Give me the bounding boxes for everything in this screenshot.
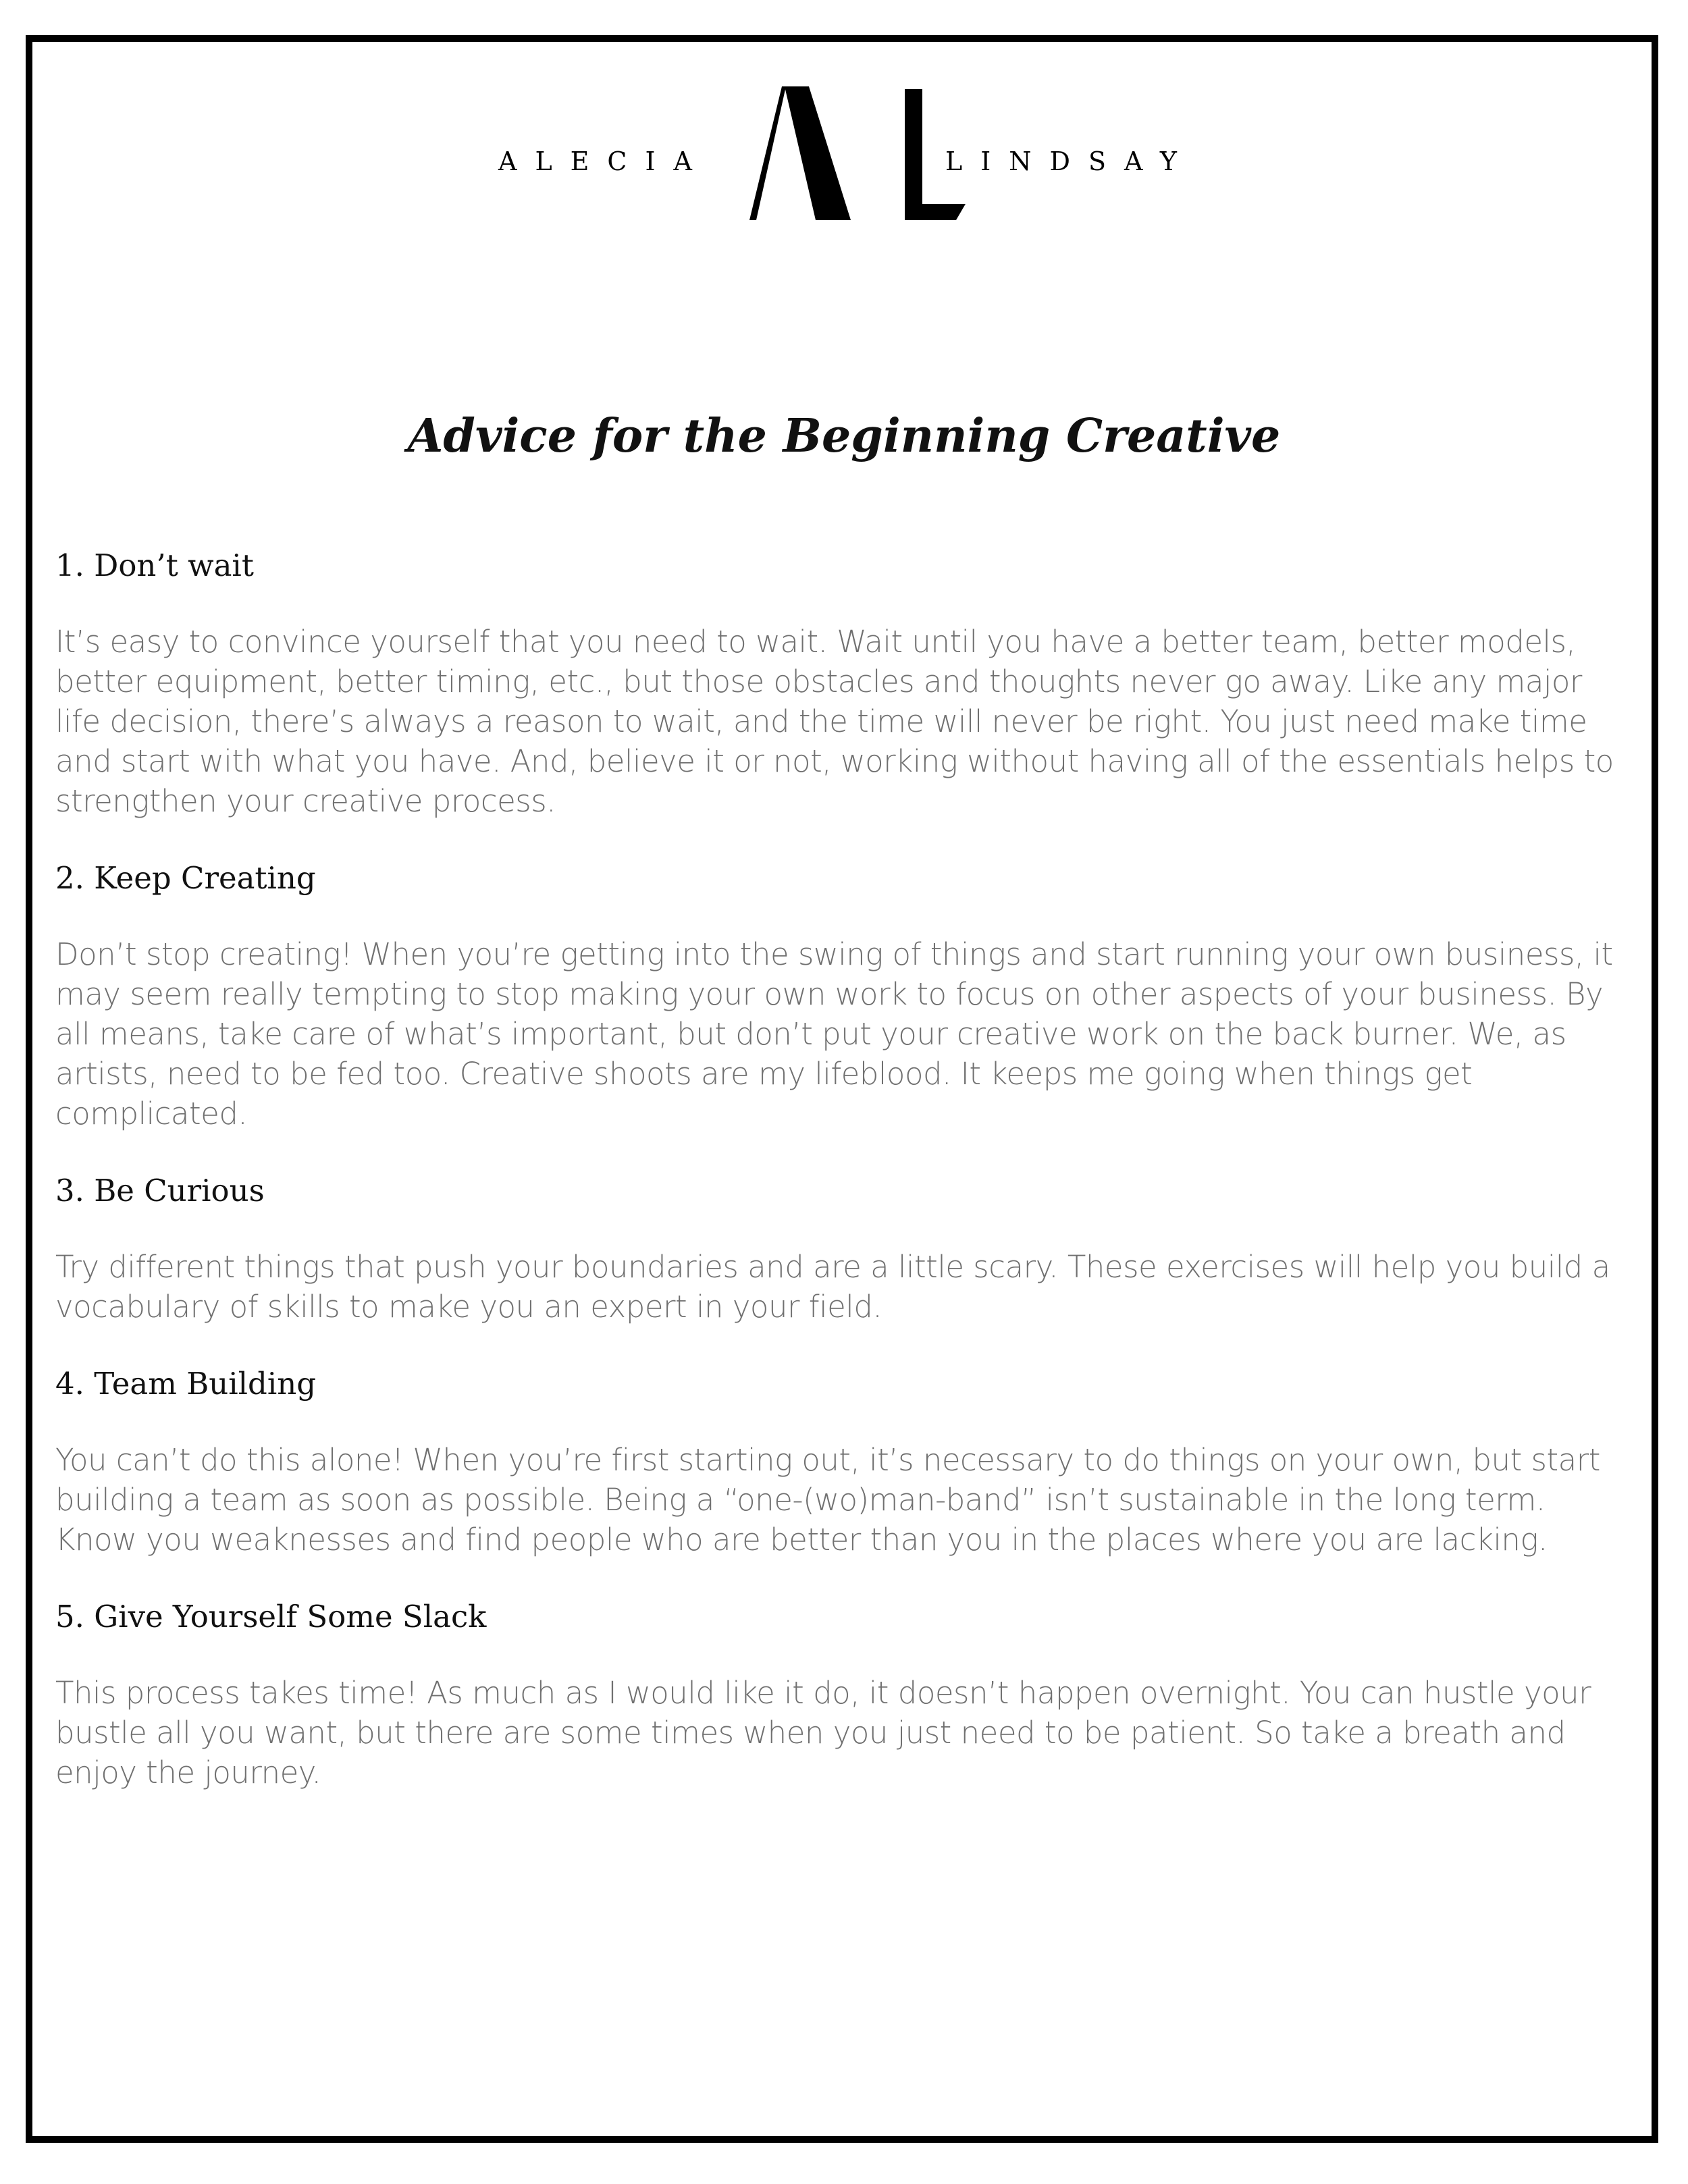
advice-section: [55, 1364, 1635, 1560]
section-body: This process takes time! As much as I would like it do, it doesn’t happen overnight. You can hustle your bustle all you want, but there are some times when you just need to be patient. So take a breath and enjoy the journey.: [55, 1675, 1591, 1790]
section-body: Don’t stop creating! When you’re getting into the swing of things and start running your own business, it may seem really tempting to stop making your own work to focus on other aspects of your business. By all means, take care of what’s important, but don’t put your creative work on the back burner. We, as artists, need to be fed too. Creative shoots are my lifeblood. It keeps me going when things get complicated.: [55, 936, 1613, 1131]
advice-section: [55, 545, 1635, 821]
section-heading: 2. Keep Creating: [55, 860, 316, 896]
section-heading: 4. Team Building: [55, 1366, 317, 1402]
section-body: You can’t do this alone! When you’re first starting out, it’s necessary to do things on your own, but start building a team as soon as possible. Being a “one-(wo)man-band” isn’t sustainable in the long term. Know you weaknesses and find people who are better than you in the places where you are lacking.: [55, 1442, 1600, 1557]
document-title: Advice for the Beginning Creative: [407, 408, 1281, 463]
section-body: Try different things that push your boundaries and are a little scary. These exercises will help you build a vocabulary of skills to make you an expert in your field.: [55, 1249, 1610, 1325]
advice-section: [55, 1171, 1635, 1327]
advice-section: [55, 858, 1635, 1134]
logo-text-first-name: ALECIA: [498, 147, 710, 176]
advice-section: [55, 1597, 1635, 1792]
section-heading: 3. Be Curious: [55, 1173, 265, 1208]
brand-logo: [0, 86, 1688, 230]
document-content: [55, 545, 1635, 1830]
logo-text-last-name: LINDSAY: [945, 147, 1195, 176]
section-heading: 1. Don’t wait: [55, 548, 254, 583]
al-monogram-icon: [743, 86, 966, 230]
section-body: It’s easy to convince yourself that you need to wait. Wait until you have a better team, better models, better equipment, better timing, etc., but those obstacles and thoughts never go away. Like any major life decision, there’s always a reason to wait, and the time will never be right. You just need make time and start with what you have. And, believe it or not, working without having all of the essentials helps to strengthen your creative process.: [55, 624, 1614, 819]
section-heading: 5. Give Yourself Some Slack: [55, 1599, 487, 1634]
